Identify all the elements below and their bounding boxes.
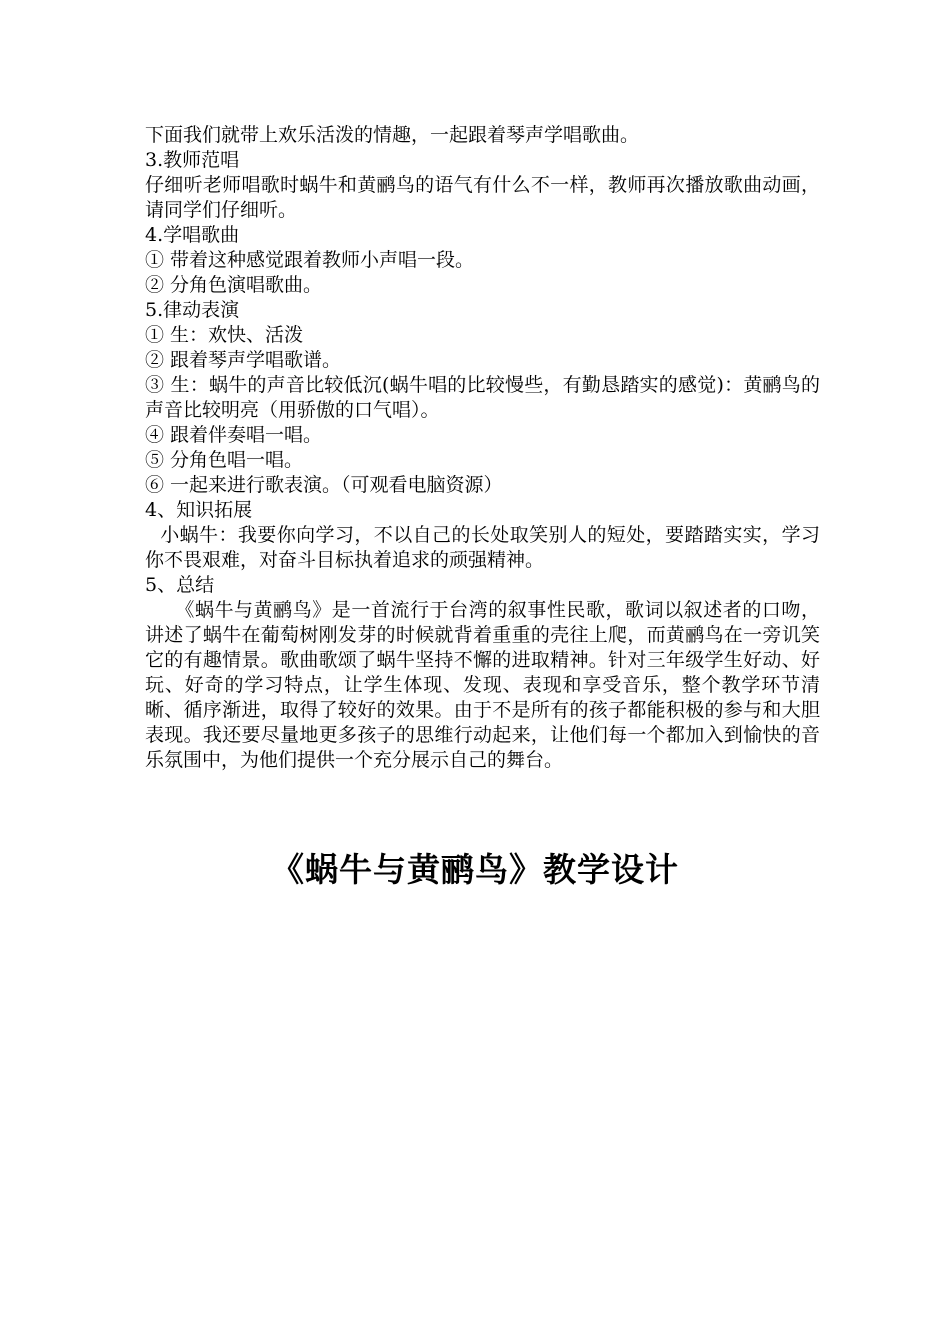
section-4-item: ② 分角色演唱歌曲。 <box>145 274 323 296</box>
section-4-heading: 4.学唱歌曲 <box>145 224 240 246</box>
knowledge-text: 小蜗牛：我要你向学习，不以自己的长处取笑别人的短处，要踏踏实实，学习你不畏艰难，对奋斗目标执着追求的顽强精神。 <box>145 524 820 571</box>
section-5-heading: 5.律动表演 <box>145 299 240 321</box>
section-3-text: 仔细听老师唱歌时蜗牛和黄鹂鸟的语气有什么不一样，教师再次播放歌曲动画，请同学们仔细听。 <box>145 174 820 221</box>
section-5-item: ③ 生：蜗牛的声音比较低沉(蜗牛唱的比较慢些，有勤恳踏实的感觉)：黄鹂鸟的声音比较明亮（用骄傲的口气唱）。 <box>145 374 820 421</box>
section-5-item: ② 跟着琴声学唱歌谱。 <box>145 349 342 371</box>
summary-text: 《蜗牛与黄鹂鸟》是一首流行于台湾的叙事性民歌，歌词以叙述者的口吻，讲述了蜗牛在葡萄树刚发芽的时候就背着重重的壳往上爬，而黄鹂鸟在一旁讥笑它的有趣情景。歌曲歌颂了蜗牛坚持不懈的进取精神。针对三年级学生好动、好玩、好奇的学习特点，让学生体现、发现、表现和享受音乐，整个教学环节清晰、循序渐进，取得了较好的效果。由于不是所有的孩子都能积极的参与和大胆表现。我还要尽量地更多孩子的思维行动起来，让他们每一个都加入到愉快的音乐氛围中，为他们提供一个充分展示自己的舞台。 <box>145 599 820 771</box>
section-5-item: ⑥ 一起来进行歌表演。（可观看电脑资源） <box>145 474 503 496</box>
summary-heading: 5、总结 <box>145 574 215 596</box>
section-3-heading: 3.教师范唱 <box>145 149 240 171</box>
section-5-item: ① 生：欢快、活泼 <box>145 324 304 346</box>
section-5-item: ④ 跟着伴奏唱一唱。 <box>145 424 323 446</box>
lesson-body <box>145 123 820 773</box>
document-title: 《蜗牛与黄鹂鸟》教学设计 <box>271 850 679 889</box>
intro-line: 下面我们就带上欢乐活泼的情趣，一起跟着琴声学唱歌曲。 <box>145 124 640 146</box>
section-4-item: ① 带着这种感觉跟着教师小声唱一段。 <box>145 249 475 271</box>
section-5-item: ⑤ 分角色唱一唱。 <box>145 449 304 471</box>
knowledge-heading: 4、知识拓展 <box>145 499 253 521</box>
